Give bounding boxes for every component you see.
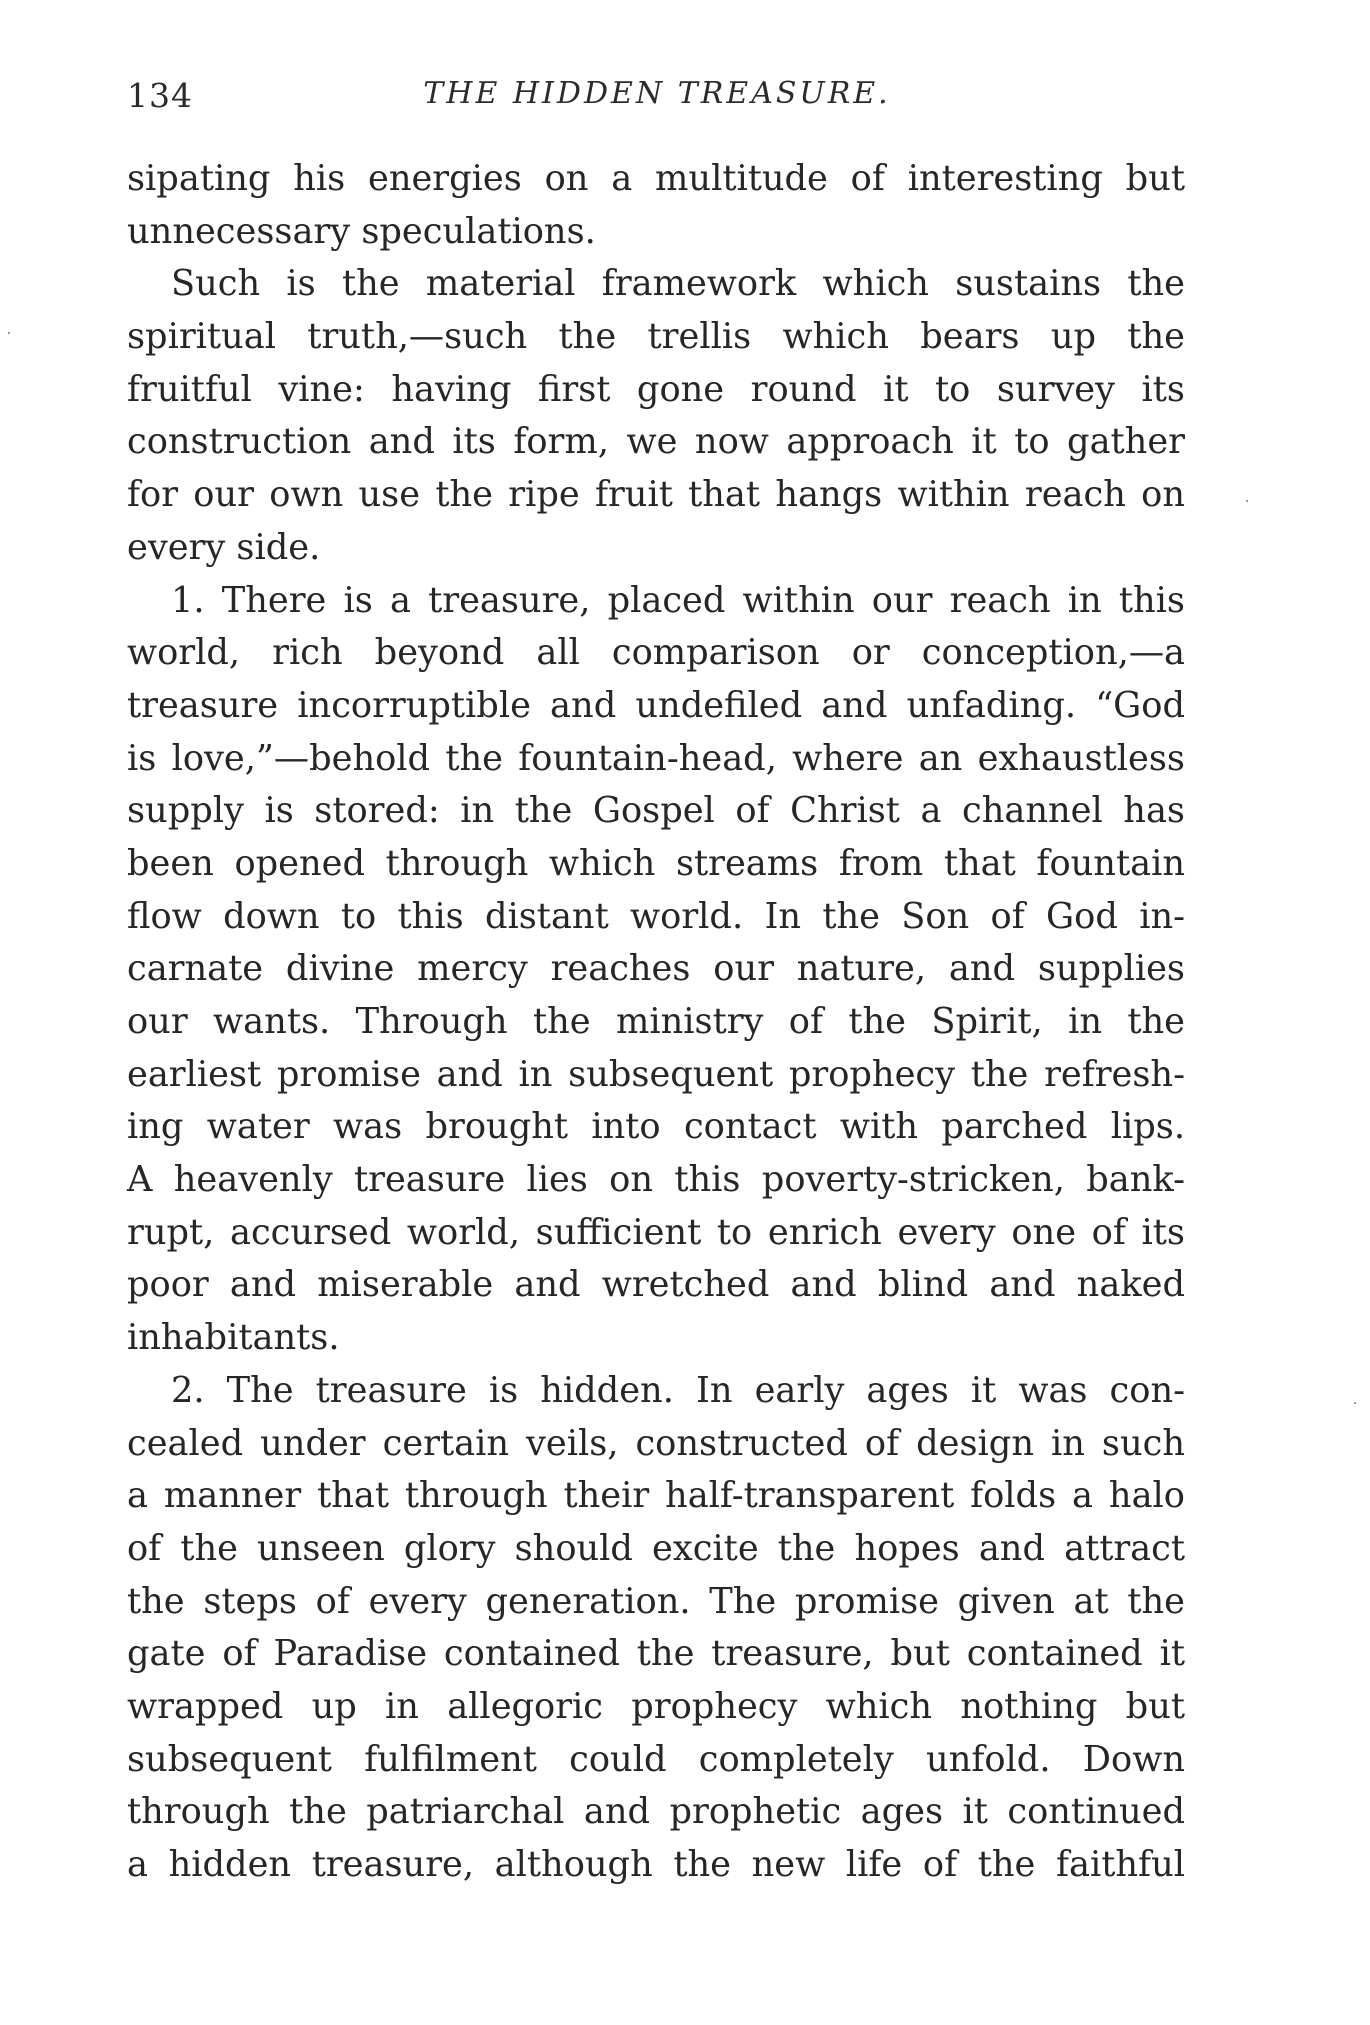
scan-speck: [1246, 500, 1248, 502]
running-title: THE HIDDEN TREASURE.: [423, 76, 891, 111]
scan-speck: [1354, 1402, 1356, 1404]
text-line: inhabitants.: [127, 1317, 340, 1359]
text-line: supply is stored: in the Gospel of Christ a channel has: [127, 790, 1185, 832]
text-line: spiritual truth,—such the trellis which bears up the: [127, 316, 1185, 358]
text-line: unnecessary speculations.: [127, 210, 596, 252]
text-line: subsequent fulfilment could completely unfold. Down: [127, 1738, 1185, 1780]
text-line: A heavenly treasure lies on this poverty-stricken, bank-: [127, 1159, 1185, 1201]
paragraph-first-line: 1. There is a treasure, placed within our reach in this: [171, 579, 1185, 621]
text-line: of the unseen glory should excite the hopes and attract: [127, 1527, 1185, 1569]
text-line: our wants. Through the ministry of the Spirit, in the: [127, 1001, 1185, 1042]
text-line: gate of Paradise contained the treasure, but contained it: [127, 1633, 1185, 1675]
text-line: is love,”—behold the fountain-head, where an exhaustless: [127, 737, 1185, 779]
text-line: ing water was brought into contact with parched lips.: [127, 1106, 1185, 1148]
text-line: construction and its form, we now approach it to gather: [127, 421, 1185, 463]
text-line: the steps of every generation. The promise given at the: [127, 1580, 1185, 1622]
text-line: a manner that through their half-transparent folds a halo: [127, 1475, 1185, 1517]
text-line: sipating his energies on a multitude of interesting but: [127, 158, 1185, 199]
body-text: [127, 153, 1185, 1892]
text-line: rupt, accursed world, sufficient to enrich every one of its: [127, 1211, 1185, 1253]
text-line: wrapped up in allegoric prophecy which nothing but: [127, 1685, 1185, 1727]
paragraph-first-line: 2. The treasure is hidden. In early ages it was con-: [171, 1369, 1185, 1411]
text-line: earliest promise and in subsequent prophecy the refresh-: [127, 1053, 1185, 1095]
text-line: cealed under certain veils, constructed of design in such: [127, 1422, 1185, 1464]
page-header: [127, 76, 1187, 126]
text-line: been opened through which streams from that fountain: [127, 842, 1185, 884]
text-line: for our own use the ripe fruit that hangs within reach on: [127, 474, 1185, 516]
text-line: world, rich beyond all comparison or conception,—a: [127, 632, 1185, 674]
page-number: 134: [127, 76, 193, 115]
text-line: a hidden treasure, although the new life of the faithful: [127, 1844, 1185, 1885]
text-line: treasure incorruptible and undefiled and unfading. “God: [127, 684, 1185, 726]
text-line: fruitful vine: having first gone round it to survey its: [127, 368, 1185, 410]
text-line: flow down to this distant world. In the Son of God in-: [127, 895, 1185, 937]
text-line: carnate divine mercy reaches our nature, and supplies: [127, 948, 1185, 990]
text-line: poor and miserable and wretched and blind and naked: [127, 1264, 1185, 1306]
paragraph-first-line: Such is the material framework which sustains the: [171, 263, 1185, 305]
text-line: through the patriarchal and prophetic ages it continued: [127, 1791, 1185, 1833]
text-line: every side.: [127, 526, 321, 568]
scan-speck: [8, 332, 10, 334]
